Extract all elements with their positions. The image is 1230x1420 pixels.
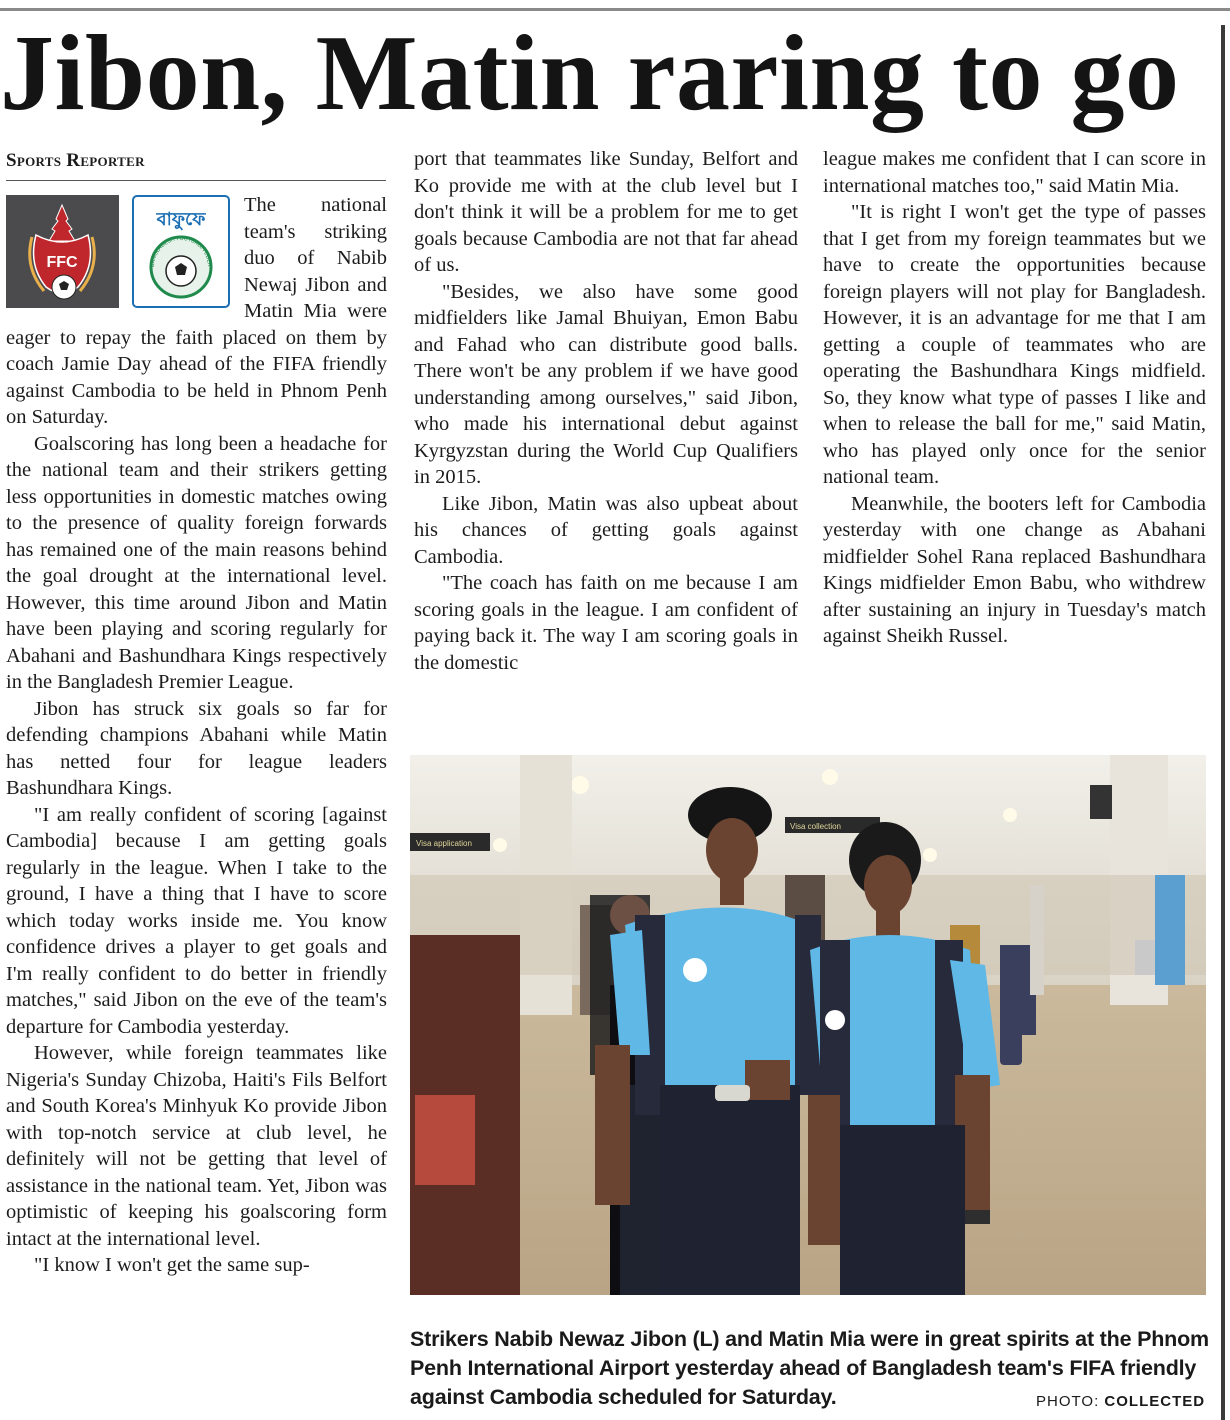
- paragraph: Jibon has struck six goals so far for defending champions Abahani while Matin has netted four for league leaders Bashundhara Kings.: [6, 697, 387, 799]
- byline: Sports Reporter: [6, 150, 145, 171]
- article-column-3: [823, 146, 1206, 650]
- paragraph: "The coach has faith on me because I am scoring goals in the league. I am confident of paying back it. The way I am scoring goals in the domestic: [414, 572, 798, 674]
- paragraph: Goalscoring has long been a headache for the national team and their strikers getting less opportunities in domestic matches owing to the presence of quality foreign forwards has remained one of the main reasons behind the goal drought at the international level. However, this time around Jibon and Matin have been playing and scoring regularly for Abahani and Bashundhara Kings respectively in the Bangladesh Premier League.: [6, 432, 387, 693]
- photo-credit-label: PHOTO:: [1036, 1393, 1100, 1410]
- paragraph: "I know I won't get the same sup-: [34, 1254, 310, 1276]
- bff-bengali-text: বাফুফে: [156, 209, 206, 230]
- news-photo: [410, 755, 1206, 1295]
- paragraph: "I am really confident of scoring [against Cambodia] because I am getting goals regularly in the league. When I take to the ground, I have a thing that I have to score which today works inside me. You know confidence drives a player to get goals and I'm really confident to do better in friendly matches," said Jibon on the eve of the team's departure for Cambodia yesterday.: [6, 803, 387, 1038]
- ffc-logo-text: FFC: [46, 254, 78, 271]
- article-column-1: [6, 192, 387, 1279]
- paragraph: However, while foreign teammates like Nigeria's Sunday Chizoba, Haiti's Fils Belfort and South Korea's Minhyuk Ko provide Jibon with top-notch service at club level, he definitely will not be getting that level of assistance in the national team. Yet, Jibon was optimistic of keeping his goalscoring form intact at the international level.: [6, 1042, 387, 1250]
- photo-caption: Strikers Nabib Newaz Jibon (L) and Matin Mia were in great spirits at the Phnom Penh International Airport yesterday ahead of Bangladesh team's FIFA friendly against Cambodia scheduled for Saturday.: [410, 1327, 1209, 1409]
- paragraph: "Besides, we also have some good midfielders like Jamal Bhuiyan, Emon Babu and Fahad who can distribute good balls. There won't be any problem if we have good understanding among ourselves," said Jibon, who made his international debut against Kyrgyzstan during the World Cup Qualifiers in 2015.: [414, 280, 798, 488]
- photo-sign-left: Visa application: [416, 839, 472, 848]
- paragraph: port that teammates like Sunday, Belfort and Ko provide me with at the club level but I don't think it will be a problem for me to get goals because Cambodia are not that far ahead of us.: [414, 148, 798, 276]
- paragraph: Meanwhile, the booters left for Cambodia yesterday with one change as Abahani midfielder Sohel Rana replaced Bashundhara Kings midfielder Emon Babu, who withdrew after sustaining an injury in Tuesday's match against Sheikh Russel.: [823, 492, 1206, 647]
- paragraph: "It is right I won't get the type of passes that I get from my foreign teammates but we have to create the opportunities because foreign players will not play for Bangladesh. However, it is an advantage for me that I am getting a couple of teammates who are operating the Bashundhara Kings midfield. So, they know what type of passes I like and when to release the ball for me," said Matin, who has played only once for the senior national team.: [823, 201, 1206, 488]
- top-rule: [0, 8, 1230, 11]
- byline-rule: [6, 180, 386, 181]
- bff-ring-text: BANGLADESH FOOTBALL FEDER: [149, 235, 213, 268]
- photo-credit: [1036, 1393, 1205, 1410]
- headline: Jibon, Matin raring to go: [0, 14, 1180, 133]
- photo-sign-center: Visa collection: [790, 822, 841, 831]
- paragraph: Like Jibon, Matin was also upbeat about his chances of getting goals against Cambodia.: [414, 492, 798, 568]
- article-column-2: [414, 146, 798, 676]
- ffc-logo: [6, 195, 119, 308]
- logos-group: [6, 192, 238, 314]
- paragraph: league makes me confident that I can score in international matches too," said Matin Mia.: [823, 148, 1206, 197]
- bff-logo: [132, 195, 230, 308]
- paragraph: The national team's striking duo of Nabib Newaj Jibon and Matin Mia were eager to repay the faith placed on them by coach Jamie Day ahead of the FIFA friendly against Cambodia to be held in Phnom Penh on Saturday.: [6, 194, 387, 428]
- right-column-rule: [1221, 25, 1225, 1420]
- photo-credit-value: COLLECTED: [1104, 1393, 1206, 1410]
